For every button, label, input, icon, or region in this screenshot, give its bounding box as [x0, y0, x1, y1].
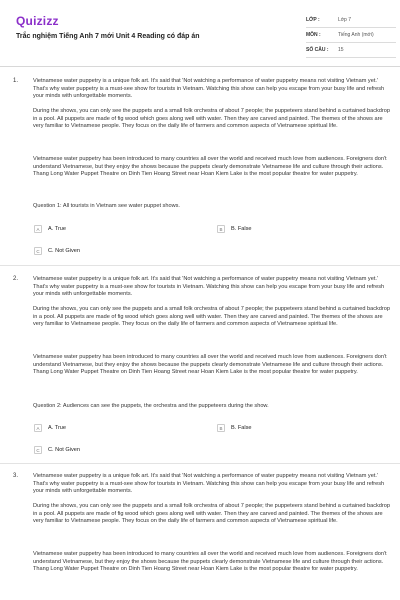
option-letter-box: B	[217, 424, 225, 432]
option-letter-box: C	[34, 446, 42, 454]
question-text: Question 1: All tourists in Vietnam see water puppet shows.	[33, 203, 180, 209]
option-label: B. False	[231, 425, 252, 431]
option-a[interactable]	[34, 224, 66, 234]
meta-value: Lớp 7	[338, 17, 352, 23]
passage-paragraph: Vietnamese water puppetry has been introduced to many countries all over the world and received much love from audiences. Foreigners don't understand Vietnamese, but they enjoy the shows because the puppets clearly demonstrate Vietnamese life and culture through their actions. Thang Long Water Puppet Theatre on Dinh Tien Hoang Street near Hoan Kiem Lake is the most popular theatre for water puppetry.	[33, 354, 387, 375]
meta-value: 15	[338, 47, 344, 53]
question-text: Question 2: Audiences can see the puppets, the orchestra and the puppeteers during the show.	[33, 403, 269, 409]
passage-paragraph: Vietnamese water puppetry is a unique folk art. It's said that 'Not watching a performance of water puppetry means not visiting Vietnam yet.' That's why water puppetry is a must-see show for tourists in Vietnam. Watching this show can help you escape from your busy life and refresh your minds with unforgettable moments.	[33, 473, 385, 494]
passage-paragraph: Vietnamese water puppetry has been introduced to many countries all over the world and received much love from audiences. Foreigners don't understand Vietnamese, but they enjoy the shows because the puppets clearly demonstrate Vietnamese life and culture through their actions. Thang Long Water Puppet Theatre on Dinh Tien Hoang Street near Hoan Kiem Lake is the most popular theatre for water puppetry.	[33, 551, 387, 572]
option-b[interactable]	[217, 423, 252, 433]
option-letter-box: A	[34, 225, 42, 233]
passage-paragraph: Vietnamese water puppetry has been introduced to many countries all over the world and received much love from audiences. Foreigners don't understand Vietnamese, but they enjoy the shows because the puppets clearly demonstrate Vietnamese life and culture through their actions. Thang Long Water Puppet Theatre on Dinh Tien Hoang Street near Hoan Kiem Lake is the most popular theatre for water puppetry.	[33, 156, 387, 177]
meta-table	[306, 13, 396, 58]
passage-paragraph: Vietnamese water puppetry is a unique folk art. It's said that 'Not watching a performance of water puppetry means not visiting Vietnam yet.' That's why water puppetry is a must-see show for tourists in Vietnam. Watching this show can help you escape from your busy life and refresh your minds with unforgettable moments.	[33, 276, 385, 297]
option-a[interactable]	[34, 423, 66, 433]
meta-key: LỚP :	[306, 17, 320, 23]
option-b[interactable]	[217, 224, 252, 234]
page-header	[0, 0, 400, 67]
meta-row-count	[306, 43, 396, 58]
option-label: B. False	[231, 226, 252, 232]
option-c[interactable]	[34, 246, 80, 256]
option-c[interactable]	[34, 445, 80, 455]
divider	[0, 265, 400, 266]
option-letter-box: C	[34, 247, 42, 255]
passage-paragraph: During the shows, you can only see the puppets and a small folk orchestra of about 7 people; the puppeteers stand behind a curtained backdrop in a pool. All puppets are made of fig wood which goes along well with water. Then they are carved and painted. The themes of the shows are very familiar to Vietnamese people. They focus on the daily life of farmers and common aspects of Vietnamese spiritual life.	[33, 108, 390, 129]
passage-paragraph: Vietnamese water puppetry is a unique folk art. It's said that 'Not watching a performance of water puppetry means not visiting Vietnam yet.' That's why water puppetry is a must-see show for tourists in Vietnam. Watching this show can help you escape from your busy life and refresh your minds with unforgettable moments.	[33, 78, 385, 99]
question-number: 3.	[13, 473, 19, 479]
option-label: C. Not Given	[48, 248, 81, 254]
passage-paragraph: During the shows, you can only see the puppets and a small folk orchestra of about 7 people; the puppeteers stand behind a curtained backdrop in a pool. All puppets are made of fig wood which goes along well with water. Then they are carved and painted. The themes of the shows are very familiar to Vietnamese people. They focus on the daily life of farmers and common aspects of Vietnamese spiritual life.	[33, 306, 390, 327]
divider	[0, 463, 400, 464]
question-number: 1.	[13, 78, 19, 84]
option-letter-box: B	[217, 225, 225, 233]
quizizz-logo: Quizizz	[16, 14, 59, 28]
meta-row-class	[306, 13, 396, 28]
option-letter-box: A	[34, 424, 42, 432]
meta-row-subject	[306, 28, 396, 43]
meta-key: SỐ CÂU :	[306, 47, 329, 53]
document-title: Trắc nghiệm Tiếng Anh 7 mới Unit 4 Reading có đáp án	[16, 33, 200, 40]
option-label: C. Not Given	[48, 447, 81, 453]
option-label: A. True	[48, 226, 67, 232]
passage-paragraph: During the shows, you can only see the puppets and a small folk orchestra of about 7 people; the puppeteers stand behind a curtained backdrop in a pool. All puppets are made of fig wood which goes along well with water. Then they are carved and painted. The themes of the shows are very familiar to Vietnamese people. They focus on the daily life of farmers and common aspects of Vietnamese spiritual life.	[33, 503, 390, 524]
option-label: A. True	[48, 425, 67, 431]
meta-value: Tiếng Anh (mới)	[338, 32, 374, 38]
meta-key: MÔN :	[306, 32, 321, 38]
question-number: 2.	[13, 276, 19, 282]
